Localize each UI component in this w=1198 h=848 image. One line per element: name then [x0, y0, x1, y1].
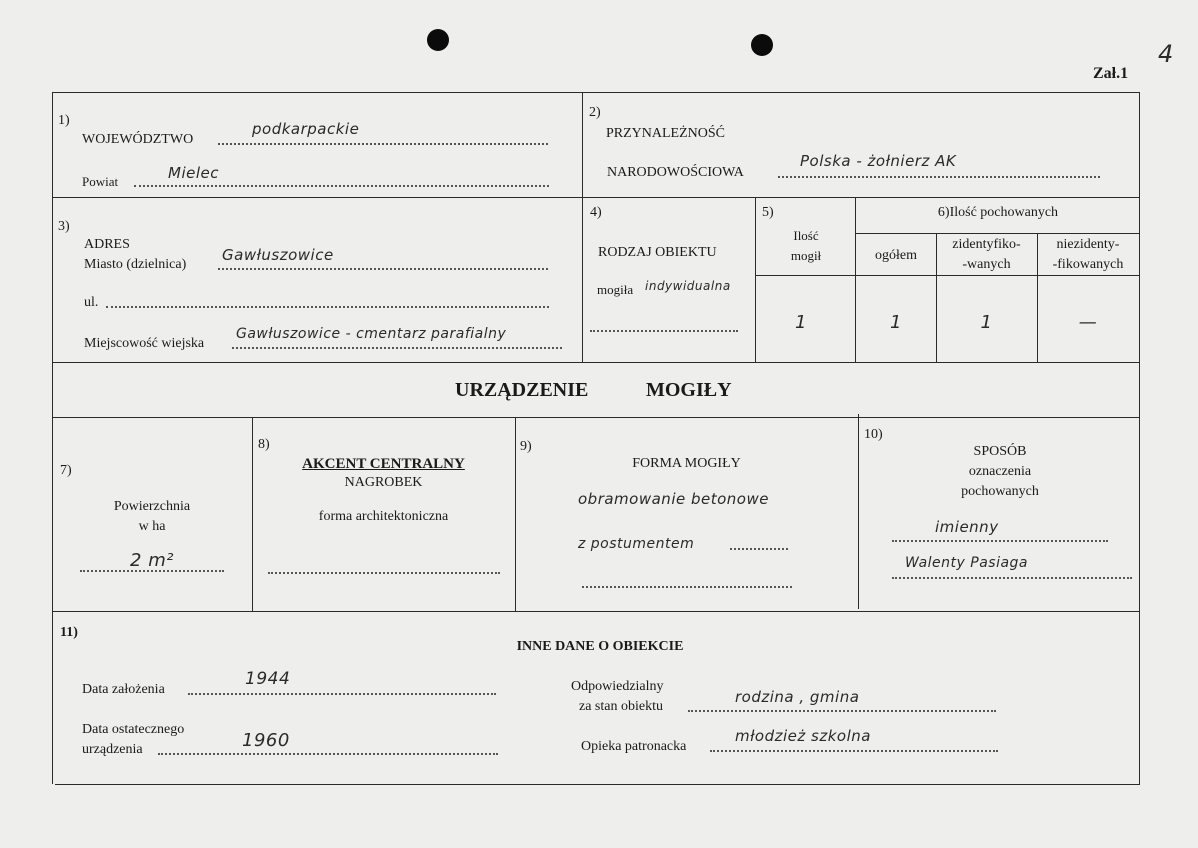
- divider: [755, 197, 756, 362]
- patronage-value: młodzież szkolna: [735, 727, 871, 745]
- divider: [515, 417, 516, 612]
- founded-label: Data założenia: [82, 682, 165, 697]
- buried-total-value: 1: [890, 312, 902, 333]
- divider: [582, 92, 583, 362]
- area-label-2: w ha: [138, 519, 166, 534]
- central-accent-label: AKCENT CENTRALNY: [302, 456, 465, 472]
- nationality-value: Polska - żołnierz AK: [800, 152, 957, 170]
- section2-number: 2): [589, 105, 601, 120]
- central-accent-dotted-line: [268, 572, 500, 574]
- graves-count-label-1: Ilość: [793, 228, 819, 243]
- responsible-label-1: Odpowiedzialny: [571, 679, 664, 694]
- address-label: ADRES: [84, 237, 130, 252]
- voivodeship-dotted-line: [218, 143, 548, 145]
- marking-label-1: SPOSÓB: [973, 444, 1027, 459]
- other-data-title: INNE DANE O OBIEKCIE: [516, 639, 684, 654]
- grave-setup-title-word2: MOGIŁY: [646, 379, 732, 401]
- marking-dotted-line-1: [892, 540, 1108, 542]
- punch-hole-left: [427, 29, 449, 51]
- headstone-label: NAGROBEK: [344, 475, 423, 490]
- divider: [936, 233, 937, 362]
- responsible-label-2: za stan obiektu: [579, 699, 663, 714]
- responsible-value: rodzina , gmina: [735, 688, 860, 706]
- last-setup-label-1: Data ostatecznego: [82, 722, 185, 737]
- grave-form-dotted-line-3: [582, 586, 792, 588]
- founded-dotted-line: [188, 693, 496, 695]
- divider: [52, 611, 1140, 612]
- village-label: Miejscowość wiejska: [84, 336, 205, 351]
- grave-value: indywidualna: [645, 279, 731, 293]
- section4-number: 4): [590, 205, 602, 220]
- frame-left: [52, 92, 53, 784]
- unidentified-label-2: -fikowanych: [1052, 257, 1124, 272]
- marking-label-2: oznaczenia: [968, 464, 1032, 479]
- marking-dotted-line-2: [892, 577, 1132, 579]
- section10-number: 10): [864, 427, 883, 442]
- identified-label-1: zidentyfiko-: [952, 237, 1021, 252]
- marking-line2: Walenty Pasiaga: [905, 555, 1029, 571]
- village-dotted-line: [232, 347, 562, 349]
- graves-count-label-2: mogił: [790, 248, 822, 263]
- nationality-dotted-line: [778, 176, 1100, 178]
- grave-label: mogiła: [597, 282, 634, 297]
- marking-line1: imienny: [935, 518, 999, 536]
- city-label: Miasto (dzielnica): [84, 257, 187, 272]
- marking-label-3: pochowanych: [961, 484, 1039, 499]
- responsible-dotted-line: [688, 710, 996, 712]
- attachment-label: Zał.1: [1093, 65, 1129, 82]
- grave-form-dotted-line-2: [730, 548, 788, 550]
- nationality-label-2: NARODOWOŚCIOWA: [607, 165, 744, 180]
- identified-value: 1: [980, 312, 993, 333]
- frame-bottom: [55, 784, 1140, 785]
- city-value: Gawłuszowice: [222, 246, 334, 264]
- nationality-label-1: PRZYNALEŻNOŚĆ: [606, 126, 726, 141]
- divider: [52, 362, 1140, 363]
- voivodeship-label: WOJEWÓDZTWO: [82, 132, 194, 147]
- section5-number: 5): [762, 205, 774, 220]
- frame-top: [52, 92, 1140, 93]
- area-value: 2 m²: [130, 550, 174, 571]
- unidentified-value: —: [1078, 312, 1098, 333]
- section3-number: 3): [58, 219, 70, 234]
- section8-number: 8): [258, 437, 270, 452]
- identified-label-2: -wanych: [962, 257, 1011, 272]
- divider: [756, 275, 1140, 276]
- street-dotted-line: [106, 306, 549, 308]
- grave-form-label: FORMA MOGIŁY: [632, 456, 741, 471]
- page-number: 4: [1158, 40, 1174, 68]
- district-dotted-line: [134, 185, 549, 187]
- area-dotted-line: [80, 570, 224, 572]
- buried-total-label: ogółem: [875, 248, 917, 263]
- last-setup-dotted-line: [158, 753, 498, 755]
- divider: [858, 414, 859, 609]
- grave-form-line1: obramowanie betonowe: [578, 490, 769, 508]
- district-value: Mielec: [168, 164, 219, 182]
- divider: [1037, 233, 1038, 362]
- last-setup-value: 1960: [242, 730, 290, 751]
- city-dotted-line: [218, 268, 548, 270]
- street-label: ul.: [84, 295, 99, 310]
- buried-count-header: 6)Ilość pochowanych: [937, 205, 1059, 220]
- village-value: Gawłuszowice - cmentarz parafialny: [236, 326, 507, 342]
- divider: [52, 197, 1140, 198]
- founded-value: 1944: [245, 669, 291, 689]
- last-setup-label-2: urządzenia: [82, 742, 143, 757]
- district-label: Powiat: [82, 174, 119, 189]
- unidentified-label-1: niezidenty-: [1056, 237, 1120, 252]
- divider: [856, 233, 1140, 234]
- architectural-form-label: forma architektoniczna: [318, 509, 449, 524]
- frame-right: [1139, 92, 1140, 784]
- grave-setup-title-word1: URZĄDZENIE: [455, 379, 589, 401]
- area-label-1: Powierzchnia: [113, 499, 191, 514]
- patronage-label: Opieka patronacka: [581, 739, 687, 754]
- grave-form-line2: z postumentem: [578, 536, 695, 552]
- section1-number: 1): [58, 113, 70, 128]
- divider: [52, 417, 1140, 418]
- section9-number: 9): [520, 439, 532, 454]
- graves-count-value: 1: [795, 312, 807, 333]
- punch-hole-right: [751, 34, 773, 56]
- patronage-dotted-line: [710, 750, 998, 752]
- voivodeship-value: podkarpackie: [252, 120, 360, 138]
- object-type-dotted-line: [590, 330, 738, 332]
- section7-number: 7): [60, 463, 72, 478]
- section11-number: 11): [60, 625, 78, 640]
- object-type-label: RODZAJ OBIEKTU: [598, 245, 717, 260]
- divider: [855, 197, 856, 362]
